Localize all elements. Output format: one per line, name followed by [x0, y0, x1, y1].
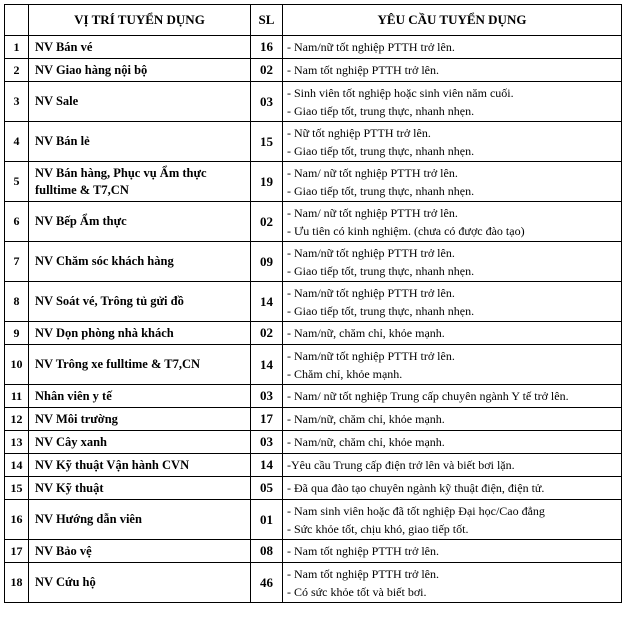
requirements	[283, 408, 622, 431]
header-row	[5, 5, 622, 36]
requirement-line: - Đã qua đào tạo chuyên ngành kỹ thuật điện, điện tử.	[287, 481, 545, 495]
table-row	[5, 500, 622, 540]
position-line: NV Sale	[35, 94, 79, 108]
table-row	[5, 162, 622, 202]
requirement-line: - Sinh viên tốt nghiệp hoặc sinh viên năm cuối.	[287, 85, 514, 100]
quantity: 16	[251, 36, 283, 59]
position-line: NV Cứu hộ	[35, 575, 96, 589]
requirement-line: - Nam/nữ tốt nghiệp PTTH trở lên.	[287, 40, 455, 54]
row-number: 15	[5, 477, 29, 500]
position-line: NV Bán lẻ	[35, 134, 90, 148]
table-body	[5, 36, 622, 603]
requirement-line: - Giao tiếp tốt, trung thực, nhanh nhẹn.	[287, 103, 475, 118]
row-number: 3	[5, 82, 29, 122]
requirements	[283, 242, 622, 282]
position-name	[29, 500, 251, 540]
position-name	[29, 122, 251, 162]
position-line: NV Giao hàng nội bộ	[35, 62, 148, 77]
position-name	[29, 477, 251, 500]
quantity: 14	[251, 454, 283, 477]
quantity: 09	[251, 242, 283, 282]
requirements	[283, 162, 622, 202]
table-row	[5, 385, 622, 408]
table-row	[5, 202, 622, 242]
quantity: 08	[251, 540, 283, 563]
row-number: 9	[5, 322, 29, 345]
quantity: 02	[251, 59, 283, 82]
requirement-line: - Nam tốt nghiệp PTTH trở lên.	[287, 566, 439, 581]
requirement-line: - Nam/ nữ tốt nghiệp PTTH trở lên.	[287, 165, 458, 180]
requirements	[283, 59, 622, 82]
requirements	[283, 36, 622, 59]
position-line: fulltime & T7,CN	[35, 182, 129, 197]
row-number: 8	[5, 282, 29, 322]
table-row	[5, 242, 622, 282]
quantity: 02	[251, 202, 283, 242]
requirement-line: - Giao tiếp tốt, trung thực, nhanh nhẹn.	[287, 143, 475, 158]
requirements	[283, 540, 622, 563]
row-number: 14	[5, 454, 29, 477]
position-name	[29, 385, 251, 408]
recruitment-document	[4, 4, 622, 603]
table-row	[5, 408, 622, 431]
position-line: NV Chăm sóc khách hàng	[35, 254, 174, 268]
table-row	[5, 59, 622, 82]
position-name	[29, 282, 251, 322]
quantity: 19	[251, 162, 283, 202]
quantity: 14	[251, 345, 283, 385]
position-line: Nhân viên y tế	[35, 388, 112, 403]
requirements	[283, 122, 622, 162]
header-sl: SL	[251, 5, 283, 36]
quantity: 03	[251, 82, 283, 122]
row-number: 7	[5, 242, 29, 282]
requirements	[283, 202, 622, 242]
row-number: 4	[5, 122, 29, 162]
position-name	[29, 36, 251, 59]
requirements	[283, 431, 622, 454]
requirements	[283, 282, 622, 322]
row-number: 18	[5, 563, 29, 603]
requirement-line: - Sức khỏe tốt, chịu khó, giao tiếp tốt.	[287, 521, 469, 536]
row-number: 10	[5, 345, 29, 385]
table-row	[5, 322, 622, 345]
quantity: 14	[251, 282, 283, 322]
table-header	[5, 5, 622, 36]
position-line: NV Soát vé, Trông tủ gửi đồ	[35, 294, 184, 308]
requirements	[283, 345, 622, 385]
requirement-line: - Chăm chỉ, khỏe mạnh.	[287, 366, 403, 381]
requirement-line: - Giao tiếp tốt, trung thực, nhanh nhẹn.	[287, 263, 475, 278]
requirement-line: - Nam/nữ tốt nghiệp PTTH trở lên.	[287, 285, 455, 300]
header-position: VỊ TRÍ TUYỂN DỤNG	[29, 5, 251, 36]
position-line: NV Bếp Ẩm thực	[35, 214, 127, 228]
table-row	[5, 454, 622, 477]
position-name	[29, 82, 251, 122]
quantity: 46	[251, 563, 283, 603]
requirement-line: - Nam/nữ, chăm chỉ, khỏe mạnh.	[287, 326, 445, 340]
requirements	[283, 322, 622, 345]
recruitment-table	[4, 4, 622, 603]
requirement-line: - Ưu tiên có kinh nghiệm. (chưa có được đào tạo)	[287, 223, 525, 238]
row-number: 17	[5, 540, 29, 563]
row-number: 13	[5, 431, 29, 454]
table-row	[5, 477, 622, 500]
position-line: NV Kỹ thuật	[35, 480, 104, 495]
position-line: NV Bán hàng, Phục vụ Ẩm thực	[35, 165, 207, 180]
position-name	[29, 322, 251, 345]
position-name	[29, 345, 251, 385]
position-line: NV Kỹ thuật Vận hành CVN	[35, 457, 190, 472]
requirements	[283, 454, 622, 477]
requirement-line: - Nam/nữ, chăm chỉ, khỏe mạnh.	[287, 435, 445, 449]
position-line: NV Trông xe fulltime & T7,CN	[35, 357, 201, 371]
row-number: 16	[5, 500, 29, 540]
position-name	[29, 454, 251, 477]
quantity: 17	[251, 408, 283, 431]
quantity: 03	[251, 385, 283, 408]
requirement-line: - Nam/nữ tốt nghiệp PTTH trở lên.	[287, 348, 455, 363]
position-line: NV Bán vé	[35, 39, 93, 54]
row-number: 11	[5, 385, 29, 408]
row-number: 5	[5, 162, 29, 202]
quantity: 05	[251, 477, 283, 500]
quantity: 02	[251, 322, 283, 345]
table-row	[5, 122, 622, 162]
quantity: 15	[251, 122, 283, 162]
requirement-line: - Nam/ nữ tốt nghiệp PTTH trở lên.	[287, 205, 458, 220]
position-name	[29, 162, 251, 202]
requirement-line: - Nữ tốt nghiệp PTTH trở lên.	[287, 125, 431, 140]
requirement-line: - Nam/nữ, chăm chỉ, khỏe mạnh.	[287, 412, 445, 426]
requirement-line: - Nam tốt nghiệp PTTH trở lên.	[287, 544, 439, 558]
quantity: 03	[251, 431, 283, 454]
position-name	[29, 563, 251, 603]
requirements	[283, 82, 622, 122]
requirements	[283, 563, 622, 603]
position-name	[29, 202, 251, 242]
requirements	[283, 500, 622, 540]
position-line: NV Bảo vệ	[35, 543, 92, 558]
position-name	[29, 408, 251, 431]
requirements	[283, 385, 622, 408]
position-line: NV Hướng dẫn viên	[35, 512, 142, 526]
requirement-line: -Yêu cầu Trung cấp điện trở lên và biết bơi lặn.	[287, 458, 515, 472]
header-requirements: YÊU CẦU TUYỂN DỤNG	[283, 5, 622, 36]
quantity: 01	[251, 500, 283, 540]
requirement-line: - Nam sinh viên hoặc đã tốt nghiệp Đại học/Cao đẳng	[287, 503, 545, 518]
position-name	[29, 431, 251, 454]
position-name	[29, 242, 251, 282]
table-row	[5, 36, 622, 59]
position-name	[29, 540, 251, 563]
table-row	[5, 345, 622, 385]
row-number: 6	[5, 202, 29, 242]
position-name	[29, 59, 251, 82]
table-row	[5, 82, 622, 122]
position-line: NV Môi trường	[35, 411, 118, 426]
table-row	[5, 563, 622, 603]
position-line: NV Dọn phòng nhà khách	[35, 325, 174, 340]
table-row	[5, 540, 622, 563]
row-number: 2	[5, 59, 29, 82]
table-row	[5, 431, 622, 454]
requirement-line: - Nam/ nữ tốt nghiệp Trung cấp chuyên ngành Y tế trở lên.	[287, 389, 569, 403]
requirement-line: - Có sức khỏe tốt và biết bơi.	[287, 584, 427, 599]
position-line: NV Cây xanh	[35, 434, 108, 449]
requirements	[283, 477, 622, 500]
header-no	[5, 5, 29, 36]
requirement-line: - Nam tốt nghiệp PTTH trở lên.	[287, 63, 439, 77]
row-number: 1	[5, 36, 29, 59]
requirement-line: - Giao tiếp tốt, trung thực, nhanh nhẹn.	[287, 303, 475, 318]
table-row	[5, 282, 622, 322]
requirement-line: - Giao tiếp tốt, trung thực, nhanh nhẹn.	[287, 183, 475, 198]
row-number: 12	[5, 408, 29, 431]
requirement-line: - Nam/nữ tốt nghiệp PTTH trở lên.	[287, 245, 455, 260]
